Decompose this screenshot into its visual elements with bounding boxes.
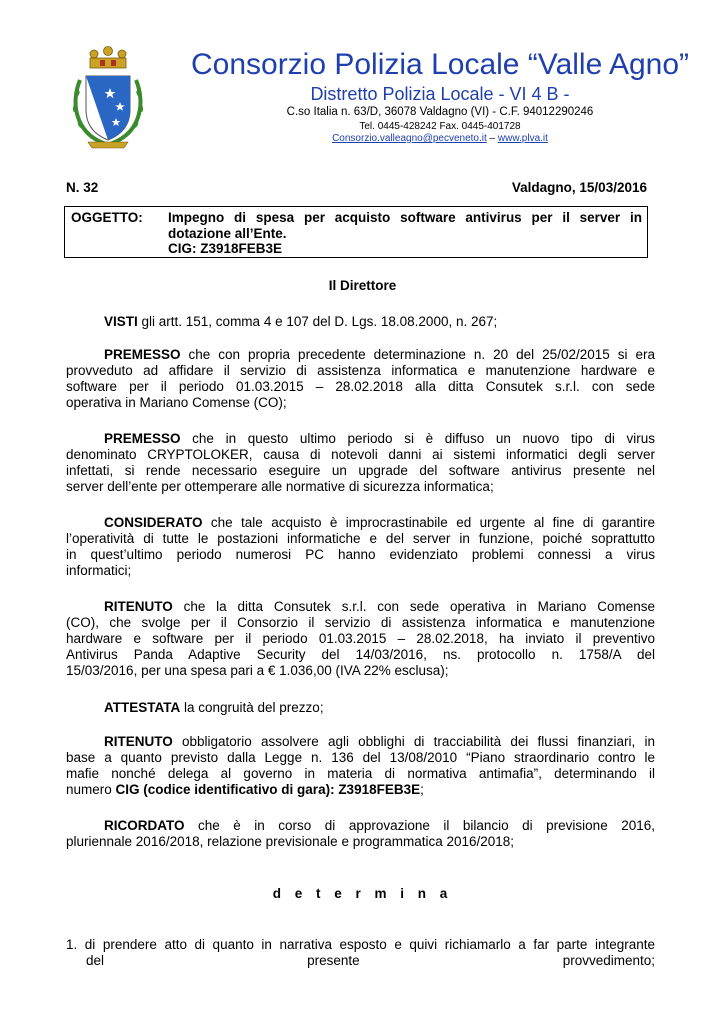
paragraph-ricordato	[66, 818, 655, 850]
links-separator: –	[489, 133, 496, 144]
paragraph-line: infettati, si rende necessario eseguire un upgrade del software antivirus presente nel	[66, 463, 655, 478]
list-item	[66, 937, 655, 969]
paragraph-line: mafie nonché delega al governo in materia di normativa antimafia”, determinando il	[66, 766, 655, 781]
director-heading: Il Direttore	[328, 278, 397, 293]
paragraph-keyword: RICORDATO	[104, 818, 185, 833]
place-date: Valdagno, 15/03/2016	[511, 180, 647, 195]
paragraph-line: numero CIG (codice identificativo di gara): Z3918FEB3E;	[66, 782, 424, 797]
paragraph-ritenuto-2	[66, 734, 655, 798]
list-item-line: del presente provvedimento;	[86, 953, 655, 968]
paragraph-keyword: PREMESSO	[104, 431, 181, 446]
paragraph-line: server dell’ente per ottemperare alle normative di sicurezza informatica;	[66, 479, 494, 494]
paragraph-line: pluriennale 2016/2018, relazione previsionale e programmatica 2016/2018;	[66, 834, 515, 849]
header-phone-fax: Tel. 0445-428242 Fax. 0445-401728	[359, 121, 521, 132]
paragraph-line: Antivirus Panda Adaptive Security del 14/03/2016, ns. protocollo n. 1758/A del	[66, 647, 655, 662]
paragraph-premesso-1	[66, 347, 655, 411]
document-number: N. 32	[66, 180, 99, 195]
paragraph-line: denominato CRYPTOLOKER, causa di notevoli danni ai sistemi informatici degli server	[66, 447, 655, 462]
paragraph-premesso-2	[66, 431, 655, 495]
website-link[interactable]: www.plva.it	[497, 133, 548, 144]
paragraph-attestata	[66, 700, 655, 716]
subject-text	[168, 210, 642, 257]
determina-heading: d e t e r m i n a	[272, 886, 453, 901]
paragraph-line: RITENUTO che la ditta Consutek s.r.l. con sede operativa in Mariano Comense	[104, 599, 655, 614]
subject-line: dotazione all’Ente.	[168, 225, 287, 241]
crest-logo-icon	[66, 44, 150, 152]
subject-line: Impegno di spesa per acquisto software antivirus per il server in	[168, 210, 642, 225]
paragraph-line: RICORDATO che è in corso di approvazione il bilancio di previsione 2016,	[104, 818, 655, 833]
paragraph-keyword: PREMESSO	[104, 347, 181, 362]
paragraph-line: software per il periodo 01.03.2015 – 28.02.2018 alla ditta Consutek s.r.l. con sede	[66, 379, 655, 394]
paragraph-line: operativa in Mariano Comense (CO);	[66, 395, 287, 410]
paragraph-line: in quest’ultimo periodo numerosi PC hanno evidenziato problemi connessi a virus	[66, 547, 655, 562]
paragraph-line: PREMESSO che in questo ultimo periodo si è diffuso un nuovo tipo di virus	[104, 431, 655, 446]
paragraph-line: RITENUTO obbligatorio assolvere agli obblighi di tracciabilità dei flussi finanziari, in	[104, 734, 655, 749]
paragraph-line: PREMESSO che con propria precedente determinazione n. 20 del 25/02/2015 si era	[104, 347, 655, 362]
paragraph-line: (CO), che svolge per il Consorzio il servizio di assistenza informatica e manutenzione	[66, 615, 655, 630]
header-address: C.so Italia n. 63/D, 36078 Valdagno (VI) - C.F. 94012290246	[286, 106, 594, 118]
paragraph-keyword: RITENUTO	[104, 599, 173, 614]
paragraph-line: informatici;	[66, 563, 132, 578]
paragraph-line: l’operatività di tutte le postazioni informatiche e del server in funzione, poiché soprattutto	[66, 531, 655, 546]
paragraph-line: VISTI gli artt. 151, comma 4 e 107 del D. Lgs. 18.08.2000, n. 267;	[104, 314, 498, 329]
paragraph-line: 15/03/2016, per una spesa pari a € 1.036,00 (IVA 22% esclusa);	[66, 663, 449, 678]
paragraph-line: ATTESTATA la congruità del prezzo;	[104, 700, 324, 715]
paragraph-ritenuto-1	[66, 599, 655, 679]
subject-box	[64, 206, 648, 258]
paragraph-line: CONSIDERATO che tale acquisto è improcrastinabile ed urgente al fine di garantire	[104, 515, 655, 530]
subject-line: CIG: Z3918FEB3E	[168, 241, 283, 256]
paragraph-line: hardware e software per il periodo 01.03.2015 – 28.02.2018, ha inviato il preventivo	[66, 631, 655, 646]
cig-code: CIG (codice identificativo di gara): Z3918FEB3E	[115, 782, 421, 797]
paragraph-visti	[66, 314, 655, 330]
header-links	[160, 132, 720, 145]
paragraph-keyword: RITENUTO	[104, 734, 173, 749]
paragraph-line: provveduto ad affidare il servizio di assistenza informatica e manutenzione hardware e	[66, 363, 655, 378]
paragraph-considerato	[66, 515, 655, 579]
header-title: Consorzio Polizia Locale “Valle Agno”	[190, 48, 690, 81]
subject-label: OGGETTO:	[71, 210, 143, 225]
header-subtitle: Distretto Polizia Locale - VI 4 B -	[310, 84, 570, 104]
paragraph-keyword: CONSIDERATO	[104, 515, 203, 530]
paragraph-keyword: ATTESTATA	[104, 700, 181, 715]
paragraph-line: base a quanto previsto dalla Legge n. 136 del 13/08/2010 “Piano straordinario contro le	[66, 750, 655, 765]
email-link[interactable]: Consorzio.valleagno@pecveneto.it	[332, 133, 487, 144]
paragraph-keyword: VISTI	[104, 314, 138, 329]
list-item-line: 1. di prendere atto di quanto in narrativa esposto e quivi richiamarlo a far parte integrante	[66, 937, 655, 952]
